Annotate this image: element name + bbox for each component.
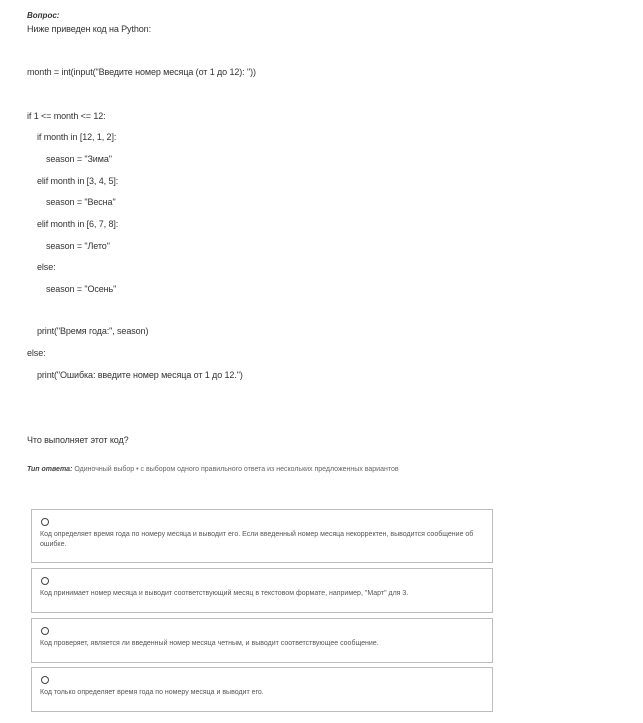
code-line: elif month in [3, 4, 5]: xyxy=(37,176,119,186)
code-line: elif month in [6, 7, 8]: xyxy=(37,219,119,229)
code-line: if month in [12, 1, 2]: xyxy=(37,132,117,142)
question-label: Вопрос: xyxy=(27,11,60,20)
question-intro: Ниже приведен код на Python: xyxy=(27,24,151,34)
answer-option[interactable] xyxy=(31,618,493,663)
code-line: else: xyxy=(37,262,56,272)
code-line: month = int(input("Введите номер месяца (от 1 до 12): ")) xyxy=(27,67,256,77)
answer-option[interactable] xyxy=(31,568,493,613)
option-text: Код только определяет время года по номеру месяца и выводит его. xyxy=(40,689,264,696)
code-line: season = "Осень" xyxy=(46,284,117,294)
radio-button[interactable] xyxy=(41,577,49,585)
code-line: season = "Зима" xyxy=(46,154,112,164)
code-line: season = "Весна" xyxy=(46,197,116,207)
answer-type xyxy=(27,466,399,473)
radio-button[interactable] xyxy=(41,627,49,635)
answer-option[interactable] xyxy=(31,667,493,712)
question-prompt: Что выполняет этот код? xyxy=(27,435,129,445)
code-line: if 1 <= month <= 12: xyxy=(27,111,106,121)
option-text: Код определяет время года по номеру месяца и выводит его. Если введенный номер месяца некорректен, выводится сообщение об ошибке. xyxy=(40,531,474,548)
code-line: else: xyxy=(27,348,46,358)
code-line: season = "Лето" xyxy=(46,241,110,251)
option-text: Код проверяет, является ли введенный номер месяца четным, и выводит соответствующее сообщение. xyxy=(40,640,379,647)
answer-type-label: Тип ответа: xyxy=(27,466,73,473)
answer-option[interactable] xyxy=(31,509,493,563)
code-line: print("Время года:", season) xyxy=(37,326,149,336)
radio-button[interactable] xyxy=(41,676,49,684)
option-text: Код принимает номер месяца и выводит соответствующий месяц в текстовом формате, например, "Март" для 3. xyxy=(40,590,409,597)
answer-type-value: Одиночный выбор • с выбором одного правильного ответа из нескольких предложенных вариантов xyxy=(74,466,399,473)
code-line: print("Ошибка: введите номер месяца от 1 до 12.") xyxy=(37,370,243,380)
radio-button[interactable] xyxy=(41,518,49,526)
